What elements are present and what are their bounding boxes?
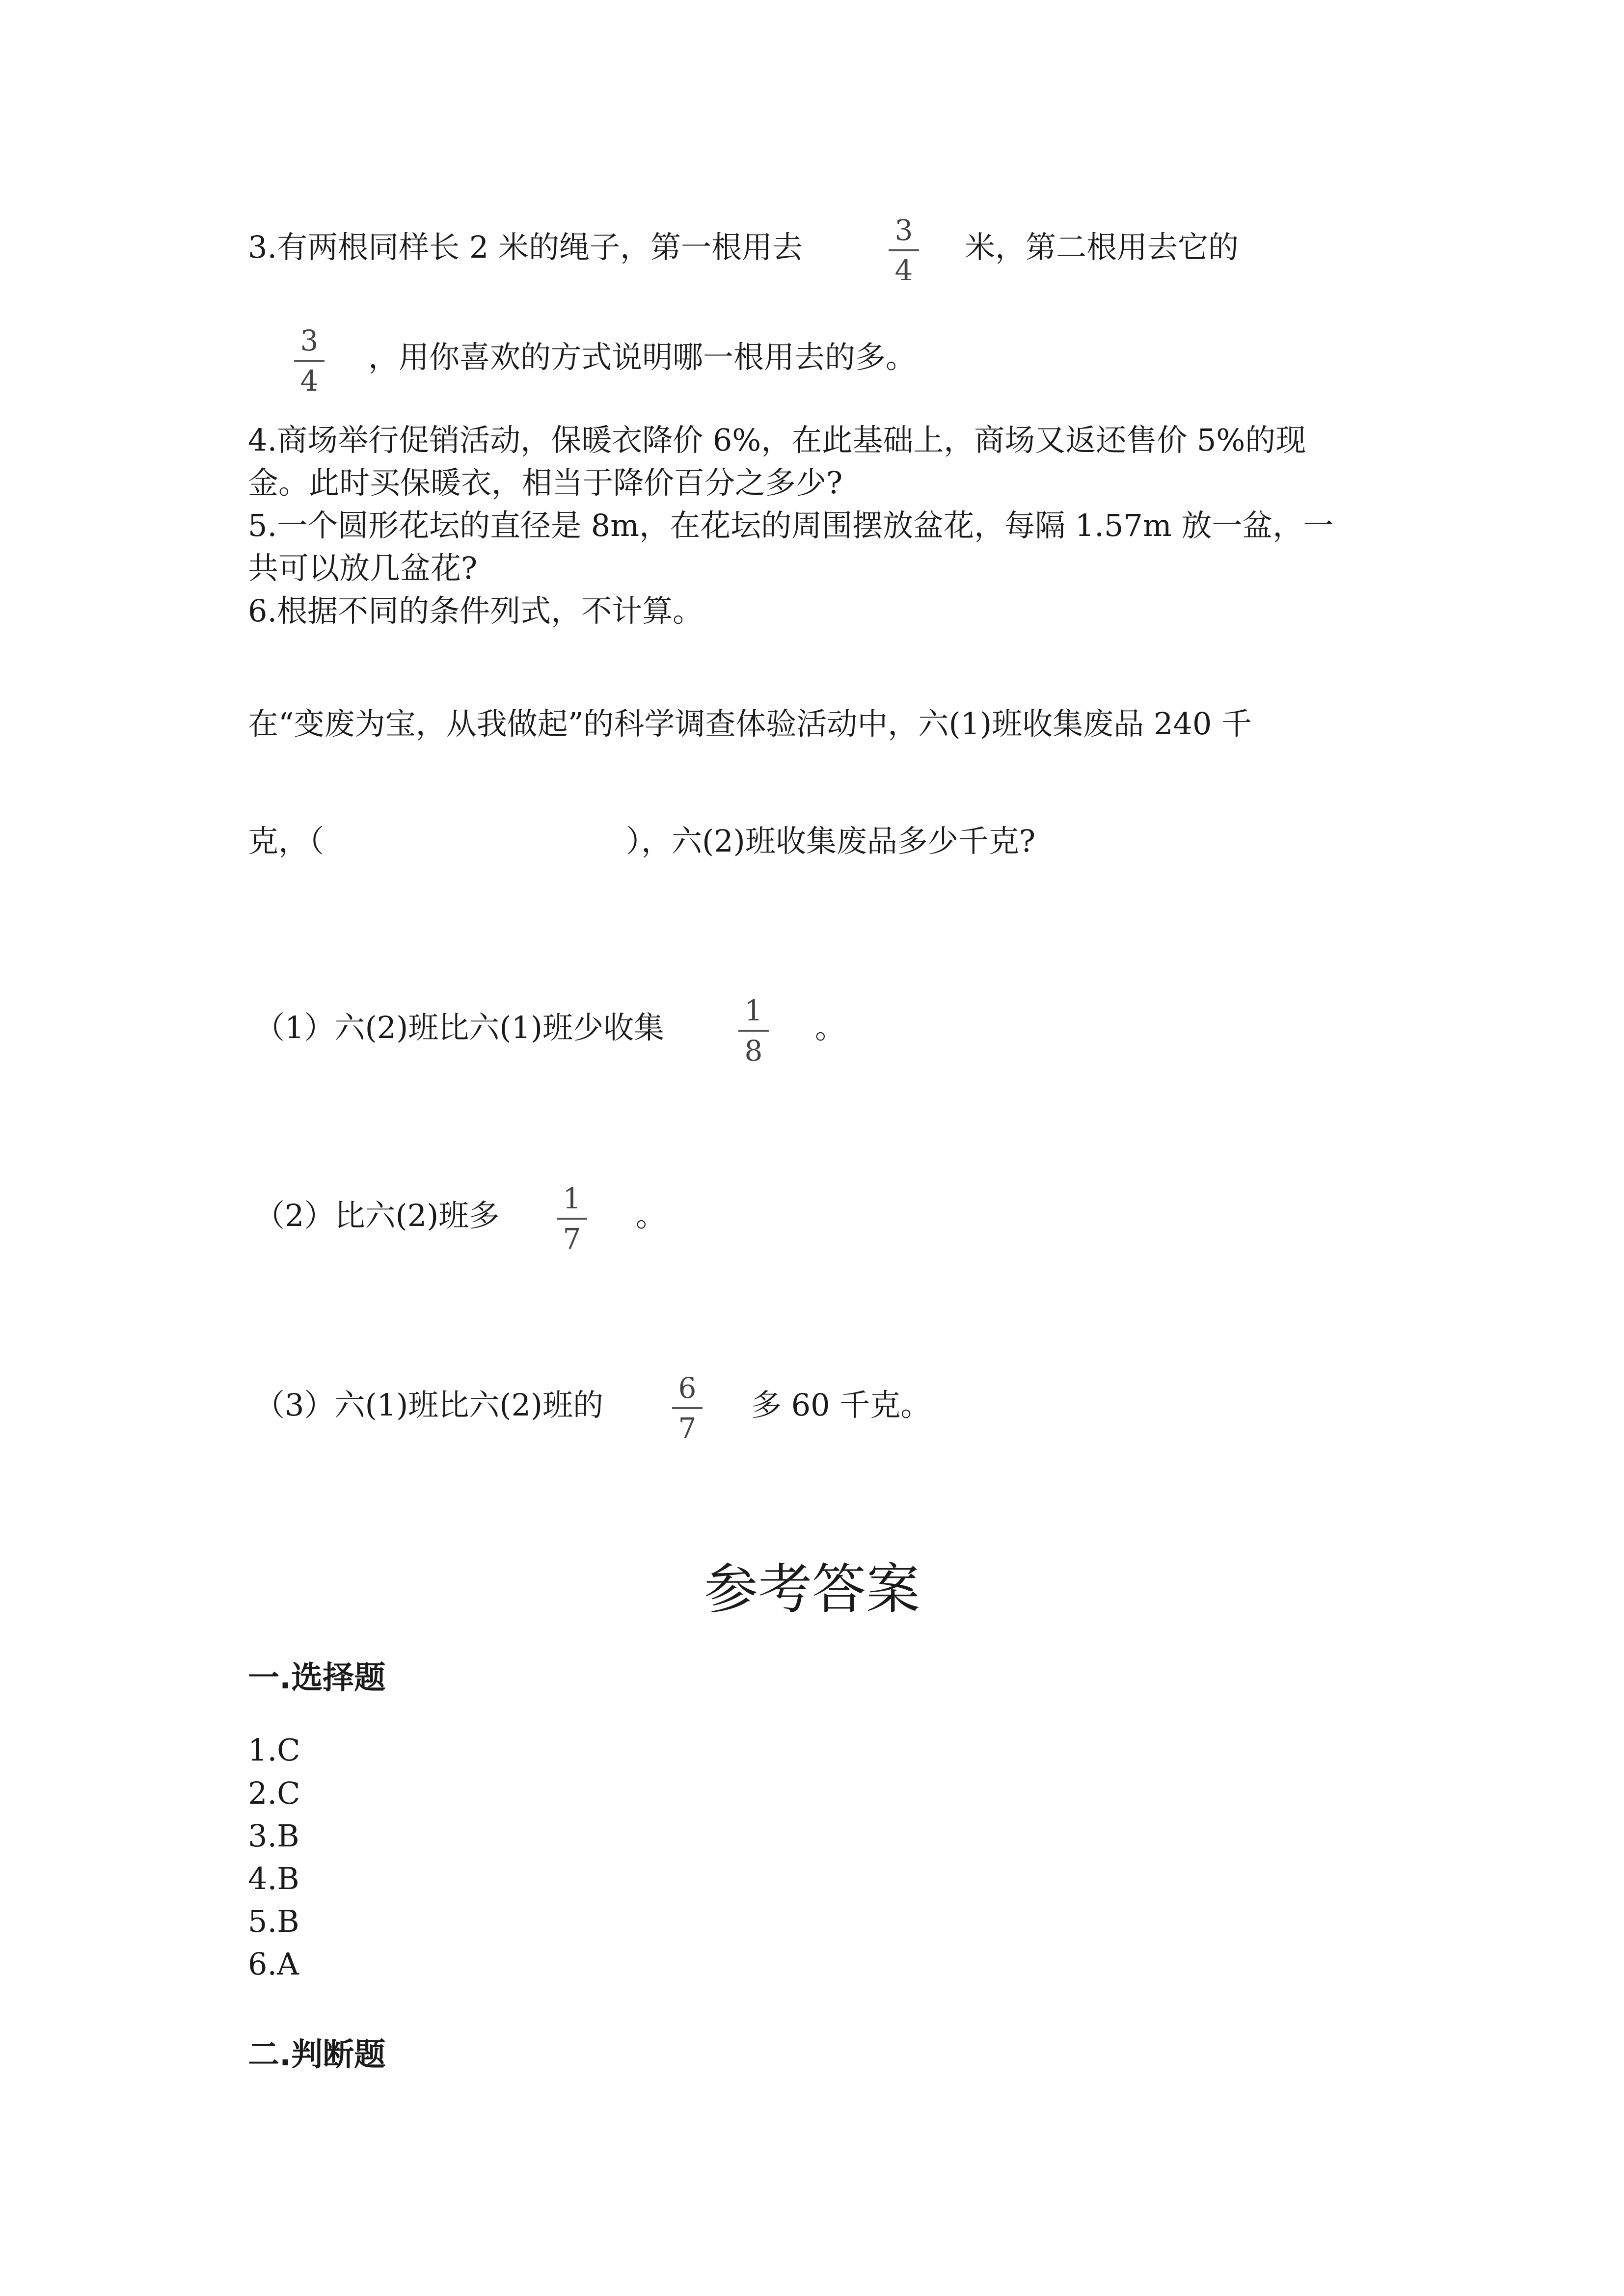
fraction-numerator: 6	[678, 1371, 697, 1405]
q6-sub1-end: 。	[815, 1010, 846, 1045]
fraction-bar	[294, 360, 325, 362]
section-judgment-title: 二.判断题	[248, 2037, 386, 2073]
answers-title: 参考答案	[704, 1558, 920, 1621]
q6-title: 6.根据不同的条件列式，不计算。	[248, 593, 704, 629]
q5-line-1: 5.一个圆形花坛的直径是 8m，在花坛的周围摆放盆花，每隔 1.57m 放一盆，一	[248, 507, 1334, 543]
answer-item: 4.B	[248, 1861, 299, 1896]
q6-sub2-end: 。	[636, 1198, 667, 1233]
section-choice-title: 一.选择题	[248, 1660, 386, 1696]
q5-line-2: 共可以放几盆花?	[248, 550, 478, 586]
q6-context-1: 在“变废为宝，从我做起”的科学调查体验活动中，六(1)班收集废品 240 千	[248, 706, 1252, 742]
fraction-denominator: 7	[563, 1222, 581, 1255]
q6-sub1-fraction	[736, 994, 771, 1068]
q6-sub3-text: （3）六(1)班比六(2)班的	[254, 1387, 604, 1423]
fraction-bar	[889, 249, 919, 251]
answer-item: 6.A	[248, 1946, 299, 1982]
q3-text-2: 米，第二根用去它的	[965, 229, 1239, 265]
fraction-numerator: 3	[300, 324, 319, 357]
answer-item: 5.B	[248, 1903, 299, 1939]
fraction-bar	[738, 1030, 769, 1032]
fraction-bar	[672, 1407, 703, 1409]
fraction-denominator: 4	[300, 364, 319, 398]
fraction-denominator: 4	[894, 254, 913, 287]
q3-fraction-1	[887, 216, 921, 285]
q6-sub3-fraction	[670, 1371, 704, 1445]
q6-sub2-text: （2）比六(2)班多	[254, 1198, 500, 1233]
q3-text-1: 3.有两根同样长 2 米的绳子，第一根用去	[248, 229, 803, 265]
fraction-numerator: 3	[894, 214, 913, 247]
fraction-denominator: 8	[744, 1034, 763, 1068]
fraction-bar	[557, 1218, 587, 1220]
q6-sub3-end: 多 60 千克。	[751, 1387, 931, 1423]
answer-item: 3.B	[248, 1818, 299, 1854]
q3-text-3: ，用你喜欢的方式说明哪一根用去的多。	[368, 339, 917, 375]
answer-item: 2.C	[248, 1775, 300, 1811]
fraction-denominator: 7	[678, 1412, 697, 1445]
q6-context-2b: ），六(2)班收集废品多少千克?	[626, 823, 1036, 859]
q6-sub2-fraction	[555, 1184, 589, 1253]
q4-line-2: 金。此时买保暖衣，相当于降价百分之多少?	[248, 465, 843, 501]
q6-sub1-text: （1）六(2)班比六(1)班少收集	[254, 1010, 665, 1045]
q3-fraction-2	[292, 324, 326, 398]
q4-line-1: 4.商场举行促销活动，保暖衣降价 6%，在此基础上，商场又返还售价 5%的现	[248, 422, 1306, 458]
answer-item: 1.C	[248, 1732, 300, 1768]
fraction-numerator: 1	[563, 1182, 581, 1215]
q6-context-2a: 克，（	[248, 823, 325, 859]
fraction-numerator: 1	[744, 994, 763, 1027]
